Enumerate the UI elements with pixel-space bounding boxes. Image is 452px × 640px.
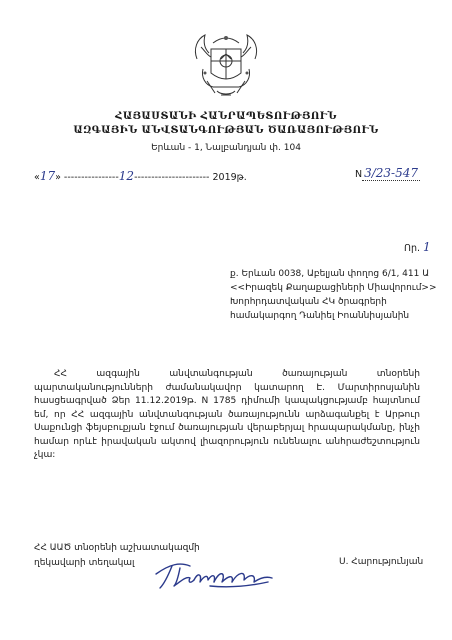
recipient-program: Խորհրդատվական ՀԿ ծրագրերի — [230, 297, 387, 307]
letter-number-value: 3/23-547 — [364, 166, 419, 180]
letter-body: ՀՀ ազգային անվտանգության ծառայության տնօրենի պարտականությունների ժամանակավոր կատարող Է. Մարտիրոսյանին հասցեագրված Ձեր 11.12.2019թ. N 1785 դիմումի կապակցությամբ հայտնում եմ, որ ՀՀ ազգային անվտանգության ծառայությունն արձագանքել է Արթուր Սաքունցի ֆեյսբուքյան էջում ծառայության վերաբերյալ հրապարակմանը, ինչի համար որևէ իրավական ակտով լիազորություն ունենալու անհրաժեշտություն չկա: — [34, 369, 420, 460]
recipient-block — [230, 267, 440, 323]
organization-country: ՀԱՅԱՍՏԱՆԻ ՀԱՆՐԱՊԵՏՈՒԹՅՈՒՆ — [115, 111, 337, 122]
date-day: 17 — [39, 169, 56, 183]
organization-address: Երևան - 1, Նալբանդյան փ. 104 — [151, 143, 301, 153]
handwritten-signature — [150, 552, 280, 594]
signer-title-line2: ղեկավարի տեղակալ — [34, 558, 135, 568]
coat-of-arms-emblem — [191, 29, 261, 101]
outgoing-ref: Որ. 1 — [404, 240, 431, 254]
signer-title-line1: ՀՀ ԱԱԾ տնօրենի աշխատակազմի — [34, 543, 200, 553]
recipient-organization: <<Իրազեկ Քաղաքացիների Միավորում>> — [230, 283, 437, 293]
organization-name: ԱԶԳԱՅԻՆ ԱՆՎՏԱՆԳՈՒԹՅԱՆ ԾԱՌԱՅՈՒԹՅՈՒՆ — [73, 125, 379, 136]
signer-name: Ս. Հարությունյան — [339, 557, 424, 567]
recipient-person: համակարգող Դանիել Իոաննիսյանին — [230, 311, 410, 321]
date-month: 12 — [118, 169, 135, 183]
letter-number: N 3/23-547 — [355, 166, 419, 180]
recipient-address: ք. Երևան 0038, Աբելյան փողոց 6/1, 411 Ա — [230, 269, 430, 279]
outgoing-ref-value: 1 — [423, 240, 431, 254]
letter-date: «17» ----------------12---------------------- 2019թ. — [34, 169, 247, 183]
